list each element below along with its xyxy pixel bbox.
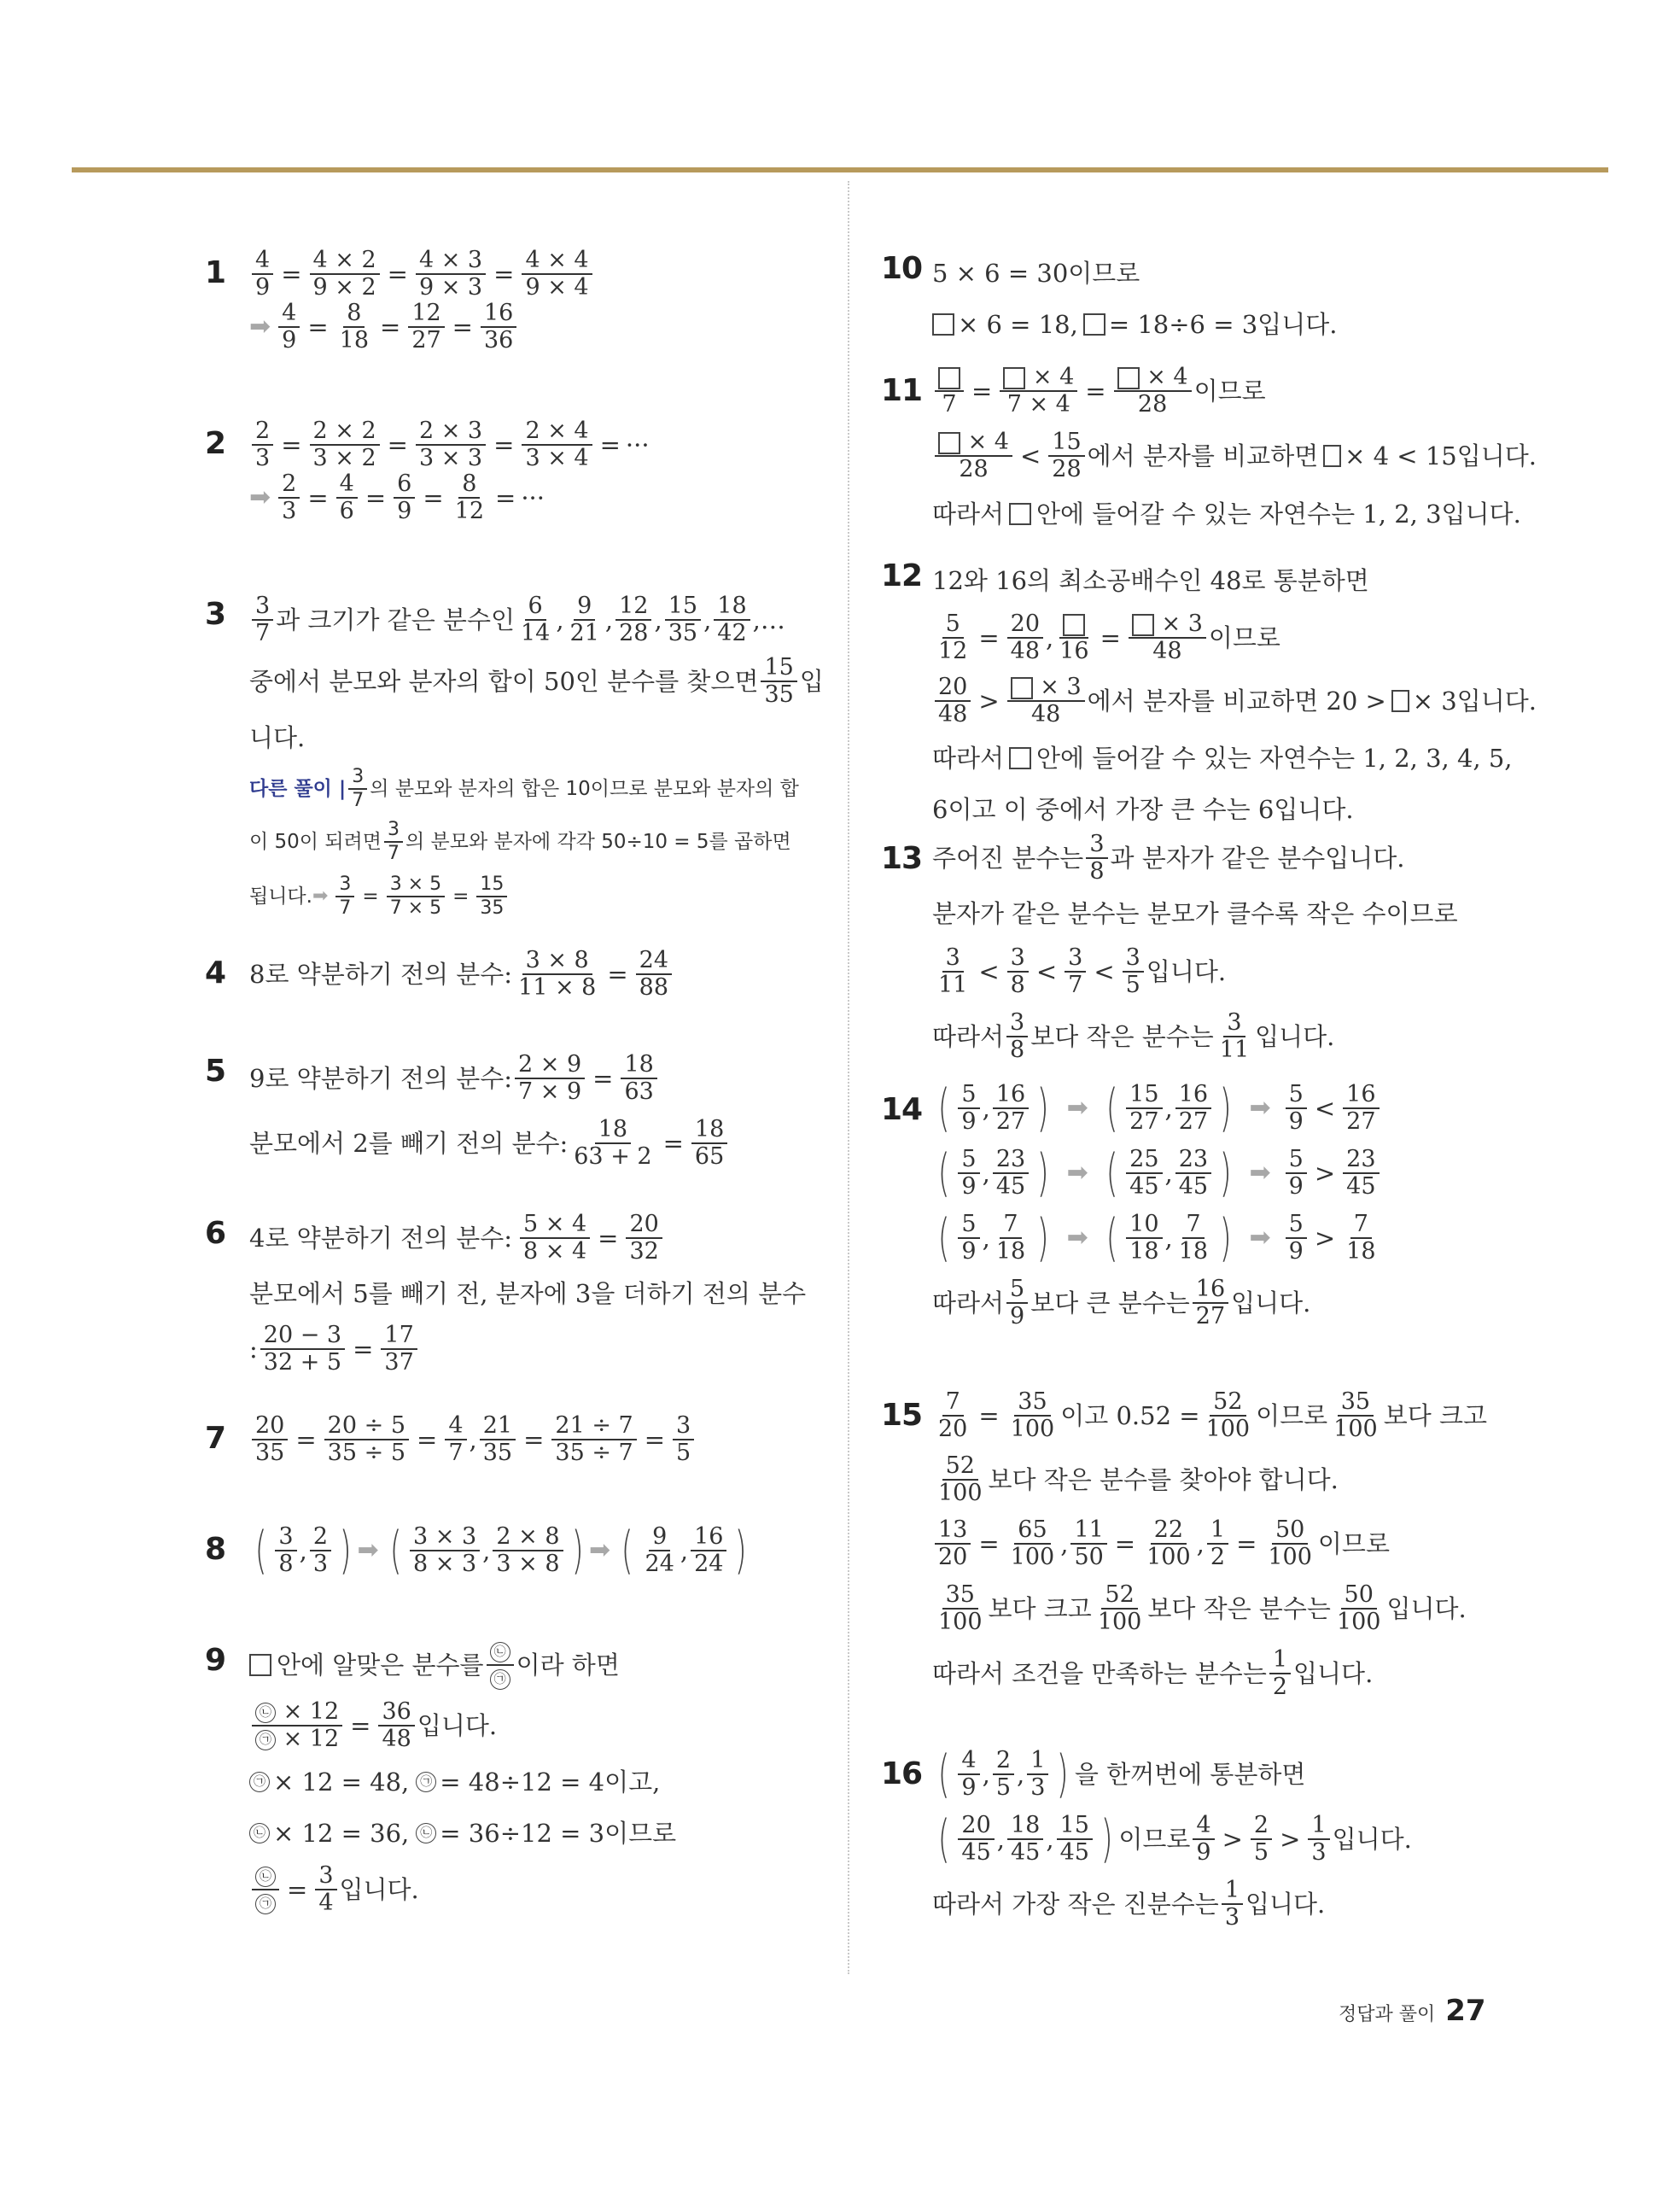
solution-line: $\frac{\times 4}{28}$ < $\frac{15}{28}$ 에서 분자를 비교하면 × 4 < 15입니다.	[932, 424, 1537, 488]
alternate-solution: 이 50이 되려면 $\frac{3}{7}$ 의 분모와 분자에 각각 50÷10 = 5를 곱하면	[249, 819, 791, 864]
page-footer	[1339, 1994, 1486, 2028]
problem-12	[881, 555, 1537, 828]
fraction: $\frac{4}{9}$	[252, 248, 273, 301]
solution-line: $\frac{㉡ \times 12}{㉠ \times 12}$ = $\frac{36}{48}$ 입니다.	[249, 1695, 828, 1756]
fraction: $\frac{1}{3}$	[1222, 1878, 1243, 1931]
solution-line: × 6 = 18, = 18÷6 = 3입니다.	[932, 299, 1537, 350]
fraction: $\frac{\times 3}{48}$	[1007, 675, 1085, 727]
fraction: $\frac{7}{18}$	[995, 1211, 1026, 1265]
fraction: $\frac{20 \div 5}{35 \div 5}$	[324, 1413, 409, 1466]
fraction: $\frac{1}{2}$	[1269, 1647, 1291, 1700]
solution-line: ( $\frac{3}{8}$ , $\frac{2}{3}$ ) ➡ ( $\frac{3 \times 3}{8 \times 3}$ , $\frac{2 \times 8}{3 \times 8}$ ) ➡ ( $\frac{9}{24}$ , $\frac{16}{24}$ )	[254, 1521, 748, 1580]
problem-number: 8	[205, 1532, 226, 1567]
arrow-icon: ➡	[1249, 1158, 1271, 1188]
problem-number: 3	[205, 597, 226, 632]
fraction: $\frac{16}{36}$	[481, 301, 516, 353]
fraction: $\frac{18}{65}$	[691, 1117, 727, 1170]
fraction: $\frac{\times 3}{48}$	[1129, 611, 1206, 664]
problem-16	[881, 1742, 1537, 1947]
fraction: $\frac{3 \times 5}{7 \times 5}$	[387, 873, 445, 920]
solution-line: $\frac{20}{48}$ > $\frac{\times 3}{48}$ 에서 분자를 비교하면 20 > × 3입니다.	[932, 669, 1537, 733]
page-number: 27	[1445, 1994, 1486, 2028]
fraction: $\frac{5}{9}$	[1286, 1212, 1307, 1265]
fraction: $\frac{6}{9}$	[394, 471, 415, 524]
circled-symbol: ㉠	[490, 1669, 510, 1690]
fraction: $\frac{3 \times 3}{8 \times 3}$	[410, 1524, 480, 1577]
fraction: $\frac{2 \times 8}{3 \times 8}$	[493, 1524, 563, 1577]
fraction: $\frac{2}{3}$	[310, 1524, 331, 1577]
fraction: $\frac{5}{9}$	[958, 1082, 979, 1135]
solution-line: ( $\frac{20}{45}$ , $\frac{18}{45}$ , $\frac{15}{45}$ ) 이므로 $\frac{4}{9}$ > $\frac{2}{5}$ > $\frac{1}{3}$ 입니다.	[937, 1809, 1412, 1869]
fraction: $\frac{2}{5}$	[993, 1748, 1014, 1801]
fraction: $\frac{4 \times 2}{9 \times 2}$	[310, 248, 380, 301]
solution-line: ➡ $\frac{2}{3}$ = $\frac{4}{6}$ = $\frac{6}{9}$ = $\frac{8}{12}$ = ···	[249, 470, 545, 524]
solution-line: 따라서 $\frac{3}{8}$ 보다 작은 분수는 $\frac{3}{11}$ 입니다.	[932, 1009, 1335, 1063]
left-column	[205, 247, 828, 1916]
fraction: $\frac{2}{5}$	[1251, 1813, 1272, 1866]
footer-label: 정답과 풀이	[1339, 2004, 1436, 2025]
solution-line: 7 = $\frac{\times 4}{7 \times 4}$ = $\frac{\times 4}{28}$ 이므로	[932, 359, 1537, 424]
fraction: $\frac{12}{27}$	[408, 301, 444, 353]
problem-7	[205, 1413, 828, 1524]
arrow-icon: ➡	[1066, 1158, 1088, 1188]
fraction: $\frac{13}{20}$	[935, 1517, 971, 1570]
fraction: $\frac{3}{8}$	[1007, 945, 1029, 998]
fraction: $\frac{8}{18}$	[339, 300, 369, 353]
fraction: $\frac{18}{63 + 2}$	[574, 1116, 652, 1170]
solution-line: ( $\frac{5}{9}$ , $\frac{23}{45}$ ) ➡ ( $\frac{25}{45}$ , $\frac{23}{45}$ ) ➡ $\frac{5}{9}$ > $\frac{23}{45}$	[932, 1141, 1537, 1206]
fraction: $\frac{65}{100}$	[1010, 1516, 1055, 1570]
fraction: $\frac{4}{9}$	[1193, 1813, 1214, 1866]
solution-line: 8로 약분하기 전의 분수: $\frac{3 \times 8}{11 \times 8}$ = $\frac{24}{88}$	[249, 948, 828, 1001]
problem-4	[205, 948, 828, 1046]
alternate-solution: 됩니다. ➡ $\frac{3}{7}$ = $\frac{3 \times 5}{7 \times 5}$ = $\frac{15}{35}$	[249, 869, 828, 924]
column-divider	[848, 181, 849, 1974]
fraction: 7	[935, 365, 964, 418]
arrow-icon: ➡	[249, 482, 271, 512]
fraction: $\frac{20}{32}$	[626, 1212, 662, 1265]
fraction: $\frac{52}{100}$	[938, 1452, 983, 1506]
fraction: $\frac{1}{3}$	[1308, 1813, 1329, 1866]
problem-number: 4	[205, 955, 226, 990]
fraction: $\frac{23}{45}$	[1343, 1147, 1379, 1200]
fraction: $\frac{2}{3}$	[278, 471, 300, 524]
fraction: $\frac{1}{3}$	[1027, 1748, 1048, 1801]
fraction: $\frac{3}{4}$	[315, 1863, 336, 1916]
solution-line: 6이고 이 중에서 가장 큰 수는 6입니다.	[932, 795, 1354, 824]
solution-line: $\frac{5}{12}$ = $\frac{20}{48}$ , 16 = $\frac{\times 3}{48}$ 이므로	[932, 606, 1537, 669]
problem-number: 13	[881, 841, 923, 876]
fraction: $\frac{\times 4}{28}$	[935, 429, 1012, 482]
problem-13	[881, 828, 1537, 1076]
solution-line: ( $\frac{5}{9}$ , $\frac{16}{27}$ ) ➡ ( $\frac{15}{27}$ , $\frac{16}{27}$ ) ➡ $\frac{5}{9}$ < $\frac{16}{27}$	[932, 1076, 1537, 1141]
fraction: $\frac{2}{3}$	[252, 418, 273, 471]
fraction: $\frac{4}{6}$	[336, 471, 358, 524]
header-rule	[72, 167, 1608, 172]
fraction: $\frac{9}{24}$	[645, 1523, 674, 1577]
fraction: $\frac{5 \times 4}{8 \times 4}$	[520, 1212, 590, 1265]
solution-line: $\frac{7}{20}$ = $\frac{35}{100}$ 이고 0.52 = $\frac{52}{100}$ 이므로 $\frac{35}{100}$ 보다 크고	[932, 1383, 1537, 1448]
problem-number: 14	[881, 1092, 923, 1127]
fraction: $\frac{3}{8}$	[1086, 832, 1107, 885]
problem-number: 16	[881, 1756, 923, 1791]
fraction: $\frac{5}{9}$	[958, 1147, 979, 1200]
fraction: $\frac{5}{9}$	[1006, 1277, 1028, 1329]
problem-3	[205, 589, 828, 948]
problem-8	[205, 1521, 828, 1635]
fraction: $\frac{9}{21}$	[569, 593, 599, 646]
solution-line: ( $\frac{4}{9}$ , $\frac{2}{5}$ , $\frac{1}{3}$ ) 을 한꺼번에 통분하면	[937, 1744, 1306, 1804]
fraction: $\frac{5}{9}$	[1286, 1082, 1307, 1135]
fraction: $\frac{22}{100}$	[1146, 1516, 1191, 1570]
fraction	[487, 1639, 514, 1691]
arrow-icon: ➡	[249, 312, 271, 342]
solution-line: 5 × 6 = 30이므로	[932, 259, 1140, 288]
problem-number: 11	[881, 373, 923, 408]
fraction: $\frac{15}{27}$	[1126, 1082, 1162, 1135]
problem-number: 7	[205, 1421, 226, 1456]
problem-9	[205, 1635, 828, 1916]
fraction: $\frac{4}{9}$	[958, 1748, 979, 1801]
fraction: $\frac{16}{27}$	[1193, 1277, 1228, 1329]
fraction: $\frac{\times 4}{7 \times 4}$	[1000, 365, 1077, 418]
fraction: $\frac{52}{100}$	[1205, 1388, 1251, 1442]
fraction: $\frac{\times 4}{28}$	[1114, 365, 1192, 418]
fraction: $\frac{15}{45}$	[1057, 1813, 1093, 1866]
fraction: $\frac{11}{50}$	[1070, 1517, 1106, 1570]
fraction: $\frac{2 \times 2}{3 \times 2}$	[310, 418, 380, 471]
fraction: $\frac{2 \times 9}{7 \times 9}$	[515, 1052, 585, 1105]
fraction: $\frac{15}{35}$	[761, 655, 796, 708]
problem-number: 5	[205, 1054, 226, 1089]
solution-line: $\frac{35}{100}$ 보다 크고 $\frac{52}{100}$ 보다 작은 분수는 $\frac{50}{100}$ 입니다.	[932, 1576, 1537, 1641]
problem-5	[205, 1046, 828, 1208]
fraction: $\frac{1}{2}$	[1207, 1517, 1228, 1570]
fraction: $\frac{50}{100}$	[1268, 1516, 1312, 1570]
fraction: $\frac{16}{24}$	[691, 1524, 726, 1577]
fraction: $\frac{8}{12}$	[454, 470, 484, 524]
arrow-icon: ➡	[588, 1535, 611, 1565]
fraction: $\frac{4}{9}$	[278, 301, 300, 353]
fraction: $\frac{35}{100}$	[1010, 1388, 1055, 1442]
fraction: $\frac{20}{48}$	[1007, 611, 1043, 664]
solution-line: $\frac{2}{3}$ = $\frac{2 \times 2}{3 \times 2}$ = $\frac{2 \times 3}{3 \times 3}$ = $\frac{2 \times 4}{3 \times 4}$ = ···	[249, 418, 828, 471]
fraction: $\frac{35}{100}$	[1333, 1388, 1378, 1442]
solution-line: 니다.	[249, 723, 306, 752]
fraction: $\frac{18}{63}$	[621, 1052, 656, 1105]
fraction: $\frac{4}{7}$	[445, 1413, 466, 1466]
fraction: $\frac{15}{28}$	[1048, 429, 1084, 482]
fraction: $\frac{6}{14}$	[520, 593, 551, 646]
problem-number: 6	[205, 1216, 226, 1251]
fraction: $\frac{21 \div 7}{35 \div 7}$	[551, 1413, 636, 1466]
fraction: $\frac{20}{48}$	[935, 675, 971, 727]
fraction: $\frac{12}{28}$	[615, 593, 651, 646]
fraction: $\frac{2 \times 3}{3 \times 3}$	[416, 418, 486, 471]
solution-line: ㉡ × 12 = 36, ㉡ = 36÷12 = 3이므로	[249, 1808, 828, 1859]
fraction: $\frac{3}{8}$	[1006, 1010, 1028, 1063]
solution-line: 따라서 조건을 만족하는 분수는 $\frac{1}{2}$ 입니다.	[932, 1646, 1374, 1700]
solution-line: $\frac{3}{7}$ 과 크기가 같은 분수인 $\frac{6}{14}$ , $\frac{9}{21}$ , $\frac{12}{28}$ , $\frac{15}{35}$ , $\frac{18}{42}$ , …	[249, 589, 828, 651]
solution-line: 주어진 분수는 $\frac{3}{8}$ 과 분자가 같은 분수입니다.	[932, 831, 1405, 885]
solution-line: 따라서 가장 작은 진분수는 $\frac{1}{3}$ 입니다.	[932, 1877, 1326, 1931]
fraction: $\frac{㉡ \times 12}{㉠ \times 12}$	[252, 1699, 342, 1752]
circled-symbol: ㉡	[490, 1642, 510, 1662]
solution-line: $\frac{4}{9}$ = $\frac{4 \times 2}{9 \times 2}$ = $\frac{4 \times 3}{9 \times 3}$ = $\frac{4 \times 4}{9 \times 4}$	[249, 248, 828, 301]
solution-line: $\frac{13}{20}$ = $\frac{65}{100}$ , $\frac{11}{50}$ = $\frac{22}{100}$ , $\frac{1}{2}$ = $\frac{50}{100}$ 이므로	[932, 1511, 1537, 1576]
fraction: $\frac{3}{7}$	[384, 819, 403, 865]
solution-line: 따라서 안에 들어갈 수 있는 자연수는 1, 2, 3입니다.	[932, 500, 1521, 529]
fraction: $\frac{2 \times 4}{3 \times 4}$	[522, 418, 592, 471]
solution-line: $\frac{㉡}{㉠}$ = $\frac{3}{4}$ 입니다.	[249, 1859, 828, 1920]
solution-line: 분모에서 5를 빼기 전, 분자에 3을 더하기 전의 분수	[249, 1279, 807, 1308]
solution-line: 분모에서 2를 빼기 전의 분수: $\frac{18}{63 + 2}$ = $\frac{18}{65}$	[249, 1111, 828, 1176]
fraction: $\frac{5}{9}$	[1286, 1147, 1307, 1200]
problem-15	[881, 1383, 1537, 1742]
fraction: $\frac{3}{5}$	[673, 1413, 694, 1466]
fraction: $\frac{25}{45}$	[1126, 1147, 1162, 1200]
fraction: $\frac{4 \times 4}{9 \times 4}$	[522, 248, 592, 301]
arrow-icon: ➡	[1249, 1223, 1271, 1253]
blank-box	[932, 313, 954, 336]
solution-line: 분자가 같은 분수는 분모가 클수록 작은 수이므로	[932, 899, 1458, 928]
fraction: $\frac{24}{88}$	[636, 948, 672, 1001]
arrow-icon: ➡	[1249, 1093, 1271, 1123]
fraction: $\frac{18}{45}$	[1007, 1813, 1043, 1866]
alternate-solution-label: 다른 풀이 |	[249, 778, 347, 800]
fraction: $\frac{17}{37}$	[381, 1323, 417, 1376]
fraction: $\frac{23}{45}$	[1175, 1147, 1211, 1200]
fraction: $\frac{7}{18}$	[1178, 1211, 1209, 1265]
fraction: $\frac{18}{42}$	[714, 593, 750, 646]
solution-line: 안에 알맞은 분수를 $\frac{㉡}{㉠}$ 이라 하면	[249, 1635, 828, 1695]
problem-14	[881, 1076, 1537, 1383]
problem-number: 1	[205, 255, 226, 290]
fraction: $\frac{15}{35}$	[665, 593, 701, 646]
problem-number: 10	[881, 251, 923, 286]
solution-line: $\frac{52}{100}$ 보다 작은 분수를 찾아야 합니다.	[932, 1448, 1537, 1511]
fraction: $\frac{3}{8}$	[275, 1524, 296, 1577]
solution-line: 중에서 분모와 분자의 합이 50인 분수를 찾으면 $\frac{15}{35}$ 입	[249, 654, 824, 708]
fraction: $\frac{20}{35}$	[252, 1413, 288, 1466]
solution-line: 12와 16의 최소공배수인 48로 통분하면	[932, 566, 1369, 595]
fraction: $\frac{3}{7}$	[348, 766, 367, 812]
alternate-solution: 다른 풀이 | $\frac{3}{7}$ 의 분모와 분자의 합은 10이므로 분모와 분자의 합	[249, 763, 828, 815]
fraction: $\frac{20}{45}$	[958, 1813, 994, 1866]
arrow-icon: ➡	[1066, 1093, 1088, 1123]
fraction: $\frac{3}{11}$	[938, 944, 968, 998]
fraction: $\frac{16}{27}$	[1175, 1082, 1211, 1135]
solution-line: 따라서 안에 들어갈 수 있는 자연수는 1, 2, 3, 4, 5,	[932, 744, 1513, 773]
solution-line: 4로 약분하기 전의 분수: $\frac{5 \times 4}{8 \times 4}$ = $\frac{20}{32}$	[249, 1208, 828, 1268]
fraction: $\frac{21}{35}$	[480, 1413, 516, 1466]
solution-line: ➡ $\frac{4}{9}$ = $\frac{8}{18}$ = $\frac{12}{27}$ = $\frac{16}{36}$	[249, 301, 828, 353]
solution-line: 따라서 $\frac{5}{9}$ 보다 큰 분수는 $\frac{16}{27}$ 입니다.	[932, 1276, 1311, 1329]
fraction: $\frac{15}{35}$	[476, 873, 507, 920]
fraction: $\frac{50}{100}$	[1336, 1581, 1381, 1635]
fraction: $\frac{20 - 3}{32 + 5}$	[260, 1323, 345, 1376]
fraction: $\frac{7}{18}$	[1346, 1211, 1376, 1265]
fraction: $\frac{10}{18}$	[1126, 1212, 1162, 1265]
fraction: $\frac{5}{9}$	[958, 1212, 979, 1265]
problem-2	[205, 418, 828, 589]
fraction: $\frac{36}{48}$	[378, 1699, 414, 1752]
fraction: $\frac{3}{5}$	[1123, 945, 1144, 998]
fraction: $\frac{㉡}{㉠}$	[252, 1863, 279, 1916]
problem-number: 15	[881, 1398, 923, 1433]
fraction: $\frac{35}{100}$	[938, 1581, 983, 1635]
problem-number: 12	[881, 558, 923, 593]
fraction: $\frac{16}{27}$	[993, 1082, 1029, 1135]
arrow-icon: ➡	[1066, 1223, 1088, 1253]
solution-line: $\frac{20}{35}$ = $\frac{20 \div 5}{35 \div 5}$ = $\frac{4}{7}$ , $\frac{21}{35}$ = $\frac{21 \div 7}{35 \div 7}$ = $\frac{3}{5}$	[249, 1413, 828, 1466]
blank-box	[249, 1654, 271, 1676]
solution-line: ㉠ × 12 = 48, ㉠ = 48÷12 = 4이고,	[249, 1756, 828, 1808]
fraction: $\frac{7}{20}$	[938, 1388, 968, 1442]
fraction: $\frac{3}{7}$	[335, 873, 354, 920]
fraction: $\frac{3}{7}$	[1065, 945, 1086, 998]
solution-line: : $\frac{20 - 3}{32 + 5}$ = $\frac{17}{37}$	[249, 1319, 828, 1379]
problem-1	[205, 248, 828, 418]
fraction: $\frac{5}{12}$	[938, 611, 968, 664]
problem-number: 2	[205, 426, 226, 461]
problem-10	[881, 248, 1537, 359]
problem-6	[205, 1208, 828, 1413]
fraction: $\frac{4 \times 3}{9 \times 3}$	[416, 248, 486, 301]
right-column	[881, 248, 1537, 1947]
problem-11	[881, 359, 1537, 555]
fraction: $\frac{3}{11}$	[1219, 1009, 1250, 1063]
solution-line: ( $\frac{5}{9}$ , $\frac{7}{18}$ ) ➡ ( $\frac{10}{18}$ , $\frac{7}{18}$ ) ➡ $\frac{5}{9}$ > $\frac{7}{18}$	[932, 1206, 1537, 1271]
solution-line: 9로 약분하기 전의 분수: $\frac{2 \times 9}{7 \times 9}$ = $\frac{18}{63}$	[249, 1046, 828, 1111]
fraction: $\frac{16}{27}$	[1343, 1082, 1379, 1135]
fraction: $\frac{52}{100}$	[1097, 1581, 1142, 1635]
arrow-icon: ➡	[357, 1535, 379, 1565]
fraction: 16	[1056, 611, 1092, 664]
problem-number: 9	[205, 1643, 226, 1678]
blank-box	[1083, 313, 1105, 336]
arrow-icon: ➡	[312, 885, 329, 907]
fraction: $\frac{23}{45}$	[993, 1147, 1029, 1200]
solution-line: $\frac{3}{11}$ < $\frac{3}{8}$ < $\frac{3}{7}$ < $\frac{3}{5}$ 입니다.	[932, 939, 1537, 1004]
fraction: $\frac{3 \times 8}{11 \times 8}$	[518, 947, 597, 1001]
fraction: $\frac{3}{7}$	[252, 593, 273, 646]
